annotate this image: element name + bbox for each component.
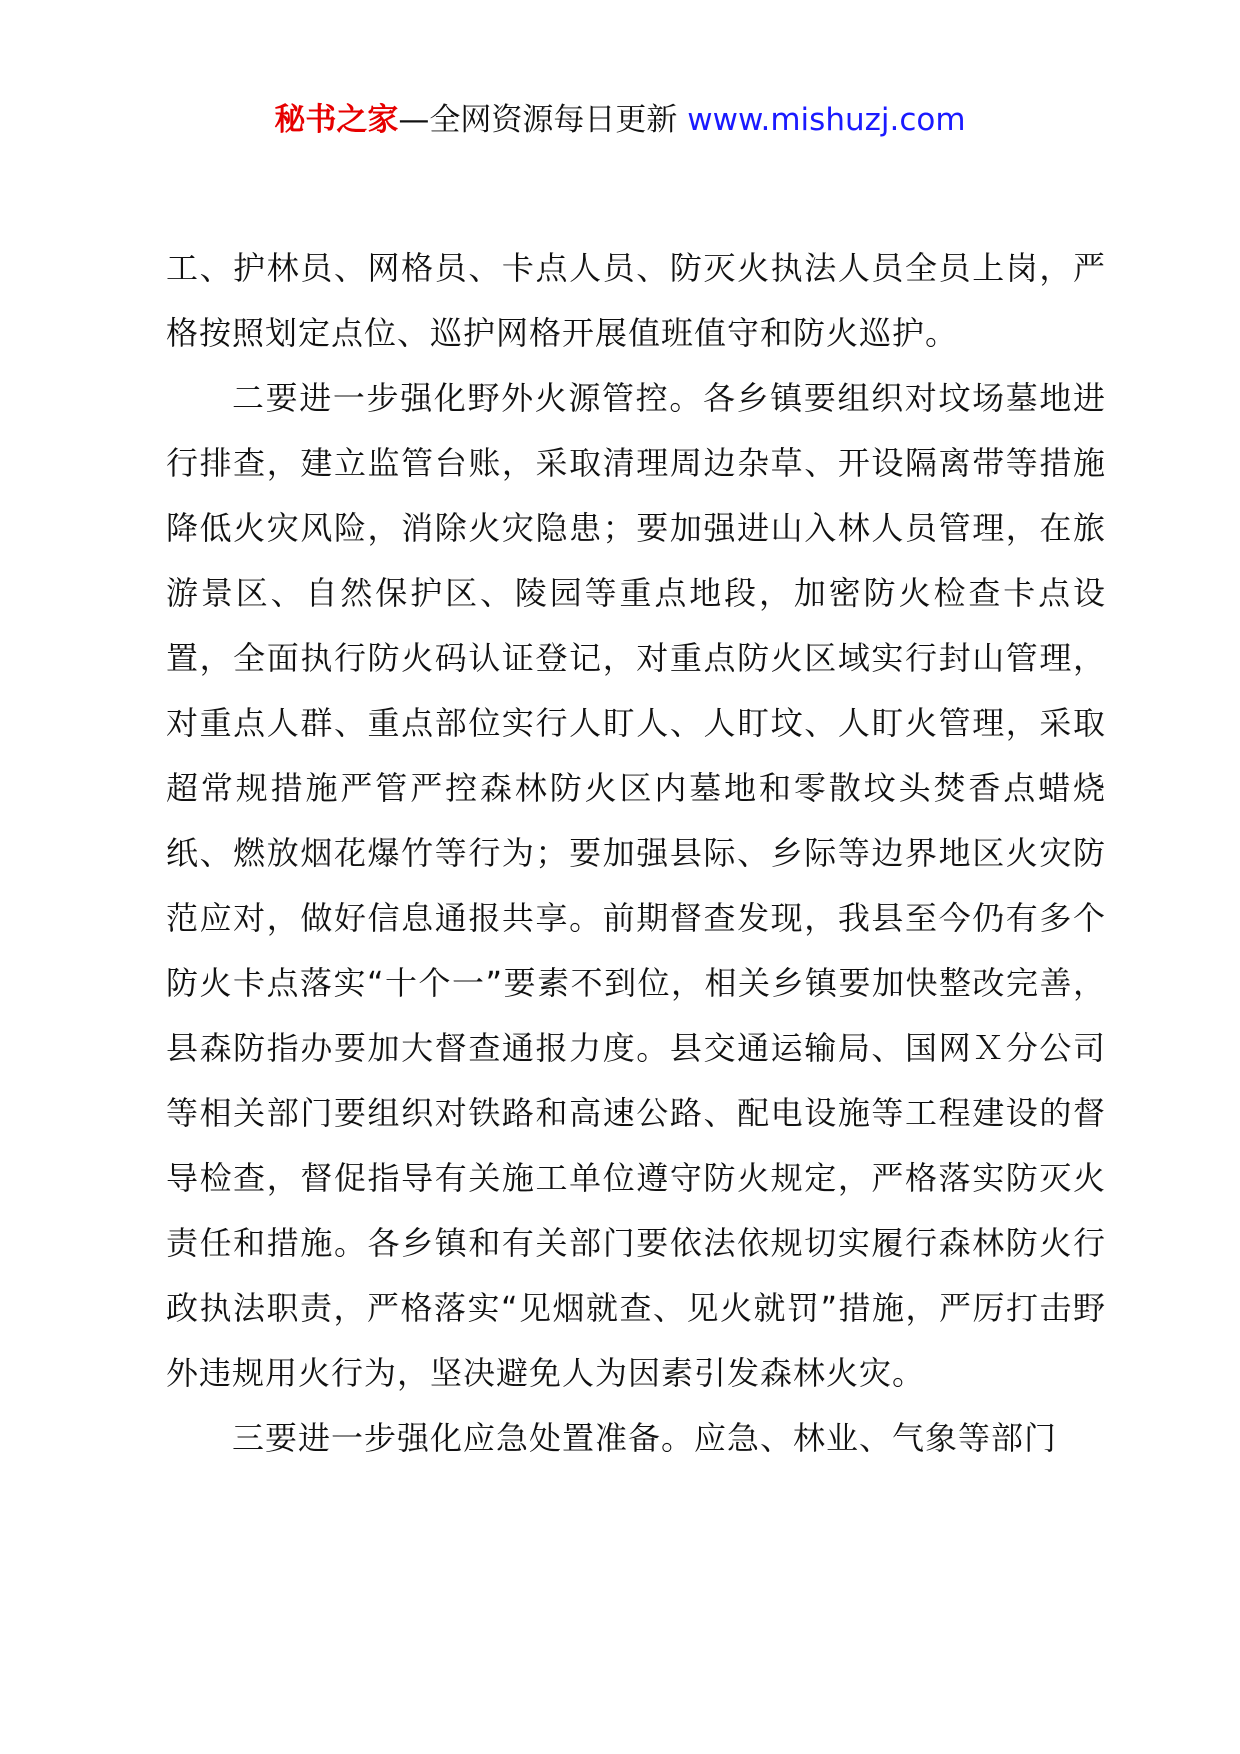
brand-name: 秘书之家	[274, 102, 399, 138]
paragraph-emergency-preparation: 三要进一步强化应急处置准备。应急、林业、气象等部门	[232, 1419, 1058, 1457]
site-url-link[interactable]: www.mishuzj.com	[687, 102, 966, 138]
paragraph-continuation: 工、护林员、网格员、卡点人员、防灭火执法人员全员上岗，严格按照划定点位、巡护网格开展值班值守和防火巡护。	[166, 249, 1106, 352]
document-body	[166, 236, 1106, 1471]
paragraph-fire-source-control: 二要进一步强化野外火源管控。各乡镇要组织对坟场墓地进行排查，建立监管台账，采取清理周边杂草、开设隔离带等措施降低火灾风险，消除火灾隐患；要加强进山入林人员管理，在旅游景区、自然保护区、陵园等重点地段，加密防火检查卡点设置，全面执行防火码认证登记，对重点防火区域实行封山管理，对重点人群、重点部位实行人盯人、人盯坟、人盯火管理，采取超常规措施严管严控森林防火区内墓地和零散坟头焚香点蜡烧纸、燃放烟花爆竹等行为；要加强县际、乡际等边界地区火灾防范应对，做好信息通报共享。前期督查发现，我县至今仍有多个防火卡点落实“十个一”要素不到位，相关乡镇要加快整改完善，县森防指办要加大督查通报力度。县交通运输局、国网Ｘ分公司等相关部门要组织对铁路和高速公路、配电设施等工程建设的督导检查，督促指导有关施工单位遵守防火规定，严格落实防灭火责任和措施。各乡镇和有关部门要依法依规切实履行森林防火行政执法职责，严格落实“见烟就查、见火就罚”措施，严厉打击野外违规用火行为，坚决避免人为因素引发森林火灾。	[166, 379, 1106, 1392]
page-header	[0, 98, 1240, 142]
header-tagline: —全网资源每日更新	[398, 102, 688, 138]
